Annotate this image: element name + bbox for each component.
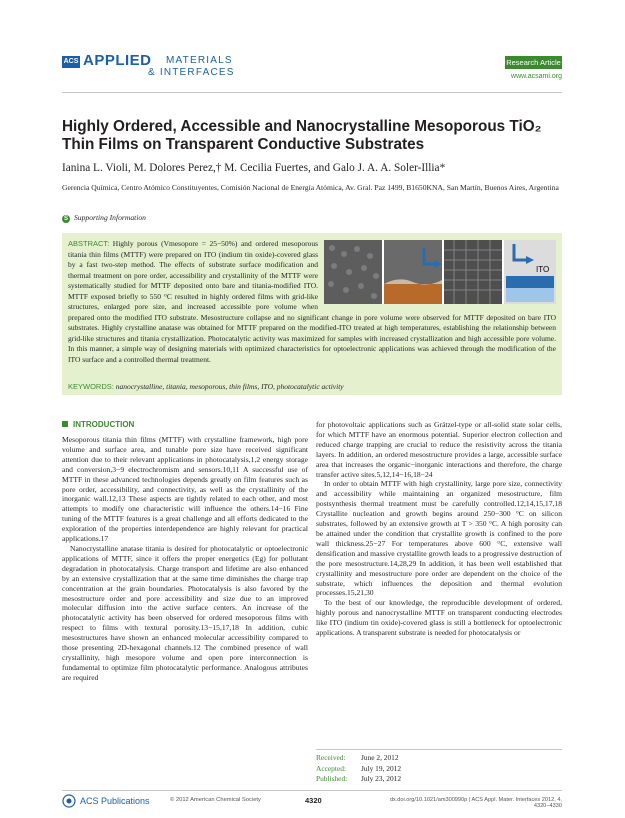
ito-layer-brown <box>384 284 442 304</box>
glass-layer <box>506 288 554 302</box>
supporting-info-icon: S <box>63 216 68 222</box>
logo-applied-text: APPLIED <box>83 52 152 69</box>
acs-logo-mark: ACS <box>62 56 80 68</box>
left-column <box>62 420 308 683</box>
article-dates <box>316 753 401 785</box>
dates-divider <box>316 749 562 750</box>
header-divider <box>62 92 562 93</box>
keywords-label: KEYWORDS: <box>68 382 114 391</box>
keywords-list: nanocrystalline, titania, mesoporous, thin films, ITO, photocatalytic activity <box>115 382 344 391</box>
abstract-label: ABSTRACT: <box>68 239 110 248</box>
ito-layer-blue <box>506 276 554 288</box>
toc-ito-label: ITO <box>536 265 550 274</box>
accepted-label: Accepted: <box>316 763 346 773</box>
intro-paragraph-4: In order to obtain MTTF with high crystallinity, large pore size, connectivity and accessibility while maintaining an organized mesostructure, film postsynthesis thermal treatment must be carefully controlled.12,14,15,17,18 Crystallite nucleation and growth begins around 250−300 °C on silicon substrates, followed by an extensive growth at T > 350 °C. A high porosity can be attained under the condition that crystallite growth is confined to the pore wall thickness.25−27 For temperatures above 600 °C, extensive wall densification and massive crystallite growth leads to a progressive destruction of the pore mesostructure.14,28,29 In addition, it has been well established that crystallinity and mesostructure pore order are dependent on the choice of the substrate, which influences the deposition and thermal evolution processes.15,21,30 <box>316 479 562 598</box>
journal-url-link[interactable]: www.acsami.org <box>511 73 562 80</box>
intro-paragraph-3: for photovoltaic applications such as Grätzel-type or all-solid state solar cells, for which MTTF have an enormous potential. Superior electron collection and reduced charge trapping are crucial to reduce the resistivity across the titania layers. In addition, an ordered mesostructure provides a large, accessible surface area that increases the organic−inorganic interactions and therefore, the charge transfer active sites.5,12,14−16,18−24 <box>316 420 562 479</box>
section-square-icon <box>62 421 68 427</box>
doi-citation-link[interactable]: dx.doi.org/10.1021/am300990p | ACS Appl. Mater. Interfaces 2012, 4, 4320−4330 <box>389 797 562 809</box>
intro-paragraph-5: To the best of our knowledge, the reproducible development of ordered, highly porous and nanocrystalline MTTF on transparent conducting electrodes like ITO (indium tin oxide)-covered glass is still a bottleneck for optoelectronic applications. A transparent substrate is needed for photocatalysis or <box>316 598 562 638</box>
footer-divider <box>62 790 562 791</box>
introduction-heading: INTRODUCTION <box>62 420 308 429</box>
intro-paragraph-2: Nanocrystalline anatase titania is desired for photocatalytic or optoelectronic applications of MTTF, since it offers the proper energetics (Eg) for pollutant degradation in photocatalysis. Charge transport and lifetime are also enhanced by an extensive crystallization that at the same time diminishes the charge trap concentration at the grain boundaries. Photocatalysis is also favored by the mesostructure order and pore accessibility and size due to an improved molecular diffusion into the active surface centers. An increase of the photocatalytic activity has been observed for ordered mesoporous films with respect to films with textural porosity.13−15,17,18 In addition, cubic mesostructures have shown an enhanced molecular accessibility compared to those presenting 2D-hexagonal channels.12 The combined presence of wall crystallinity, high mesopore volume and open pore interconnection is fundamental to optimize film photocatalytic performance. Analogous attributes are required <box>62 543 308 682</box>
received-date: June 2, 2012 <box>361 753 399 762</box>
logo-materials-text: MATERIALS <box>166 55 233 66</box>
toc-graphic-svg <box>324 240 556 304</box>
logo-interfaces-text: & INTERFACES <box>148 67 235 78</box>
published-label: Published: <box>316 774 348 783</box>
published-date: July 23, 2012 <box>361 774 402 783</box>
keywords-line <box>68 382 556 391</box>
acs-publications-icon <box>62 794 76 808</box>
abstract-box <box>62 233 562 395</box>
acs-publications-link[interactable]: ACS Publications <box>80 796 150 806</box>
right-column <box>316 420 562 638</box>
page-number: 4320 <box>305 796 322 805</box>
toc-graphic <box>324 240 556 304</box>
article-title: Highly Ordered, Accessible and Nanocrystalline Mesoporous TiO₂ Thin Films on Transparent Conductive Substrates <box>62 118 542 153</box>
article-type-badge: Research Article <box>506 58 561 67</box>
accepted-date: July 19, 2012 <box>361 763 402 773</box>
affiliation: Gerencia Química, Centro Atómico Constituyentes, Comisión Nacional de Energía Atómica, Av. Gral. Paz 1499, B1650KNA, San Martín, Buenos Aires, Argentina <box>62 183 559 192</box>
supporting-info-label: Supporting Information <box>74 213 146 222</box>
copyright-notice: © 2012 American Chemical Society <box>170 797 261 803</box>
journal-logo <box>62 52 272 82</box>
intro-paragraph-1: Mesoporous titania thin films (MTTF) with crystalline framework, high pore volume and surface area, and tunable pore size have received significant attention due to their relevant applications in photocatalysis,1,2 energy storage and conversion,3−9 electrochromism and sensors.10,11 A successful use of MTTF in these advanced technologies depends greatly on film features such as pore order, accessibility, and connectivity, as well as the crystallinity of the inorganic wall.12,13 These aspects are tightly related to each other, and most attempts to modify one characteristic will influence the others.14−16 Fine tuning of the MTTF features is a great challenge and all efforts dedicated to the exploration of the properties interdependence are highly relevant for practical applications.17 <box>62 435 308 544</box>
abstract-text <box>68 239 556 365</box>
author-list: Ianina L. Violi, M. Dolores Perez,† M. Cecilia Fuertes, and Galo J. A. A. Soler-Illia* <box>62 162 446 174</box>
received-label: Received: <box>316 753 346 762</box>
supporting-info-link[interactable] <box>62 213 146 223</box>
abstract-body: Highly porous (Vmesopore = 25−50%) and ordered mesoporous titania thin films (MTTF) were prepared on ITO (indium tin oxide)-covered glass by a fast two-step method. The effects of substrate surface modification and thermal treatment on pore order, accessibility and crystallinity of the MTTF were systematically studied for MTTF deposited onto bare and titania-modified ITO. MTTF exposed briefly to 550 °C resulted in highly ordered films with grid-like structures, enlarged pore size, and increased accessible pore volume when prepared onto the modified ITO substrate. Mesostructure collapse and no significant change in pore volume were observed for MTTF deposited on bare ITO substrates. Highly crystalline anatase was obtained for MTTF prepared on the modified-ITO treated at high temperatures, establishing the relationship between grid-like structures and titania crystallization. Photocatalytic activity was maximized for samples with increased crystallization and high accessible pore volume. In this manner, a simple way of designing materials with optimized characteristics for optoelectronic applications was achieved through the modification of the ITO surface and a controlled thermal treatment. <box>68 239 556 364</box>
